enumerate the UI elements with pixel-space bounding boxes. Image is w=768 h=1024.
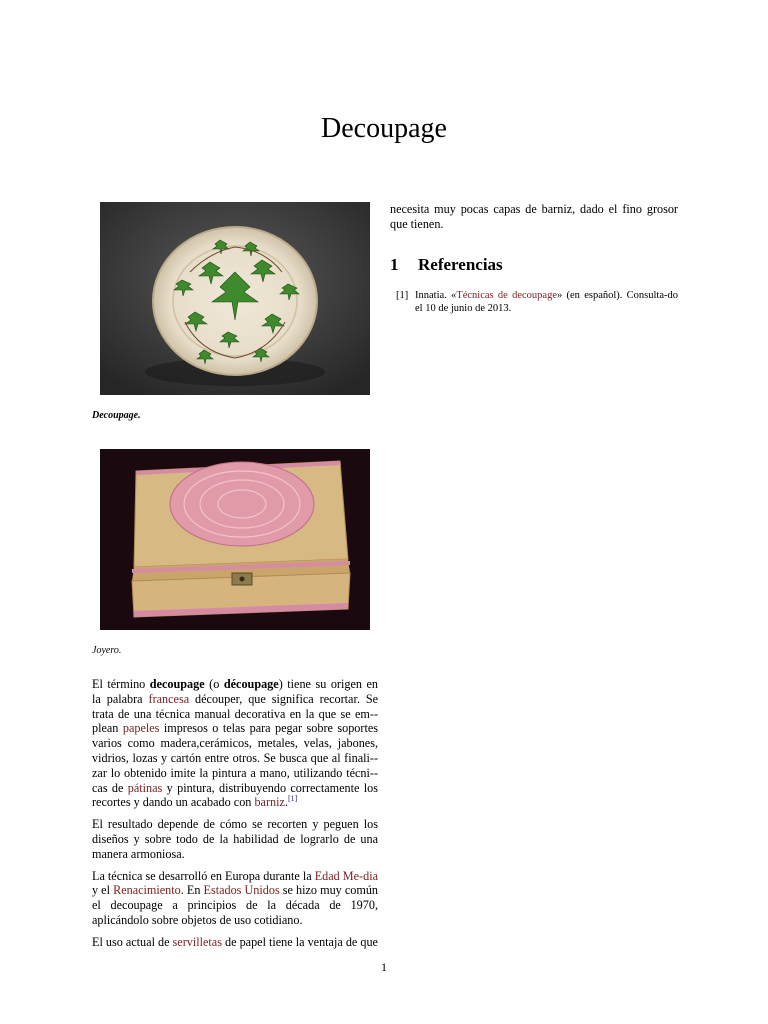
reference-link[interactable]: [1] bbox=[287, 794, 298, 804]
link-papeles[interactable]: papeles bbox=[122, 721, 160, 736]
plate-illustration bbox=[100, 202, 370, 395]
link-francesa[interactable]: francesa bbox=[148, 691, 190, 706]
link-patinas[interactable]: pátinas bbox=[127, 780, 163, 795]
decorative-plate-image bbox=[100, 202, 370, 395]
paragraph: La técnica se desarrolló en Europa durante la Edad Me-dia y el Renacimiento. En Estados Unidos se hizo muy común el decoupage a principios de la década de 1970, aplicándolo sobre objetos de uso cotidiano. bbox=[92, 868, 379, 927]
link-servilletas[interactable]: servilletas bbox=[172, 934, 222, 949]
link-estados-unidos[interactable]: Estados Unidos bbox=[203, 883, 280, 898]
jewelry-box-image bbox=[100, 449, 370, 630]
paragraph: El resultado depende de cómo se recorten y peguen los diseños y sobre todo de la habilidad de lograrlo de una manera armoniosa. bbox=[92, 817, 378, 861]
section-number: 1 bbox=[390, 254, 399, 274]
section-heading bbox=[390, 254, 678, 276]
paragraph: necesita muy pocas capas de barniz, dado el fino grosor que tienen. bbox=[390, 202, 678, 231]
figure-caption: Decoupage. bbox=[92, 410, 141, 421]
article-body bbox=[92, 677, 378, 950]
link-barniz[interactable]: barniz bbox=[254, 795, 285, 810]
reference-label: [1] bbox=[396, 289, 409, 301]
left-column bbox=[92, 202, 378, 950]
link-edad-media[interactable]: Edad Me-dia bbox=[314, 868, 378, 883]
link-renacimiento[interactable]: Renacimiento bbox=[113, 883, 181, 898]
reference-item: [1] Innatia. «Técnicas de decoupage» (en español). Consulta-do el 10 de junio de 2013. bbox=[396, 289, 678, 314]
figure-caption: Joyero. bbox=[92, 645, 122, 656]
reference-title-link[interactable]: Técnicas de decoupage bbox=[456, 289, 557, 301]
box-illustration bbox=[100, 449, 370, 630]
caption-bold: Decoupage bbox=[92, 410, 139, 421]
page-number: 1 bbox=[381, 960, 387, 974]
page-title: Decoupage bbox=[321, 113, 447, 144]
paragraph: El término decoupage (o découpage) tiene su origen en la palabra francesa découper, que significa recortar. Se trata de una técnica manual decorativa en la que se em-plean papeles impresos o telas para pegar sobre soportes varios como madera,cerámicos, metales, velas, jabones, vidrios, lozas y cartón entre otros. Se busca que al finali-zar lo obtenido imite la pintura a mano, utilizando técni-cas de pátinas y pintura, distribuyendo correctamente los recortes y dando un acabado con barniz.[1] bbox=[92, 677, 379, 810]
paragraph: El uso actual de servilletas de papel tiene la ventaja de que bbox=[92, 934, 378, 949]
section-title: Referencias bbox=[418, 254, 503, 274]
right-column bbox=[390, 202, 678, 315]
